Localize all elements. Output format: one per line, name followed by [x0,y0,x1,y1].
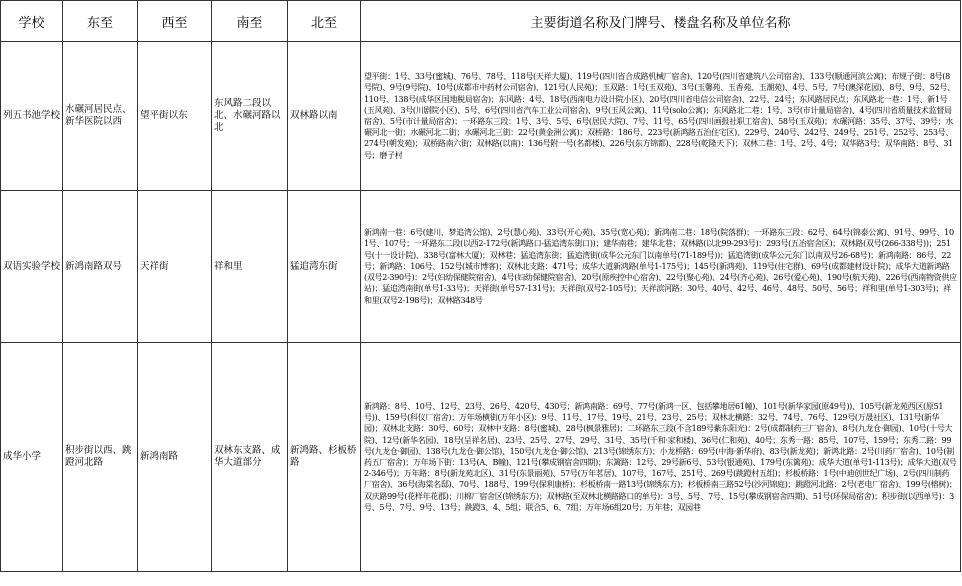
cell-school: 列五书池学校 [1,42,63,191]
header-row [1,1,961,42]
header-detail: 主要街道名称及门牌号、楼盘名称及单位名称 [361,1,961,42]
cell-north: 猛追湾东街 [288,191,361,343]
cell-detail: 新鸿路：8号、10号、12号、23号、26号、420号、430号；新鸿南路：69号、77号(新鸿一区、包括攀地居61幢)、101号(新华家园(原49号))、105号(新龙苑西区(原51号))、159号(科仪厂宿舍)；万年场横街(万年小区)：9号、11号、17号、19号、21号、23号、25号；双林北横路：32号、74号、76号、129号(万晟社区)、131号(新华园)；双林北支路：30号、60号；双林中支路：8号(蜜城)、28号(枫景雅居)；二环路东三段(不含189号紫东阳光)：2号(成都制药三厂宿舍)、8号(九龙仓·御园)、10号(十号大院)、12号(新华名园)、18号(呈祥名居)、23号、25号、27号、29号、31号、35号(千和·家和楼)、36号(仁和苑)、40号；东秀一路：85号、107号、159号；东秀二路：99号(九龙仓·御园)、138号(九龙仓·御公馆)、150号(九龙仓·御公馆)、213号(锦绣东方)；小龙桥路：69号(中海·新华府)、83号(新龙苑)；新鸿北路：2号(川药厂宿舍)、10号(制药五厂宿舍)；万年场下街：13号(A、B幢)、121号(攀成钢宿舍四期)；东篱路：12号、29号新6号、53号(银通苑)、179号(东篱苑)；成华大道(单号1-113号)；成华大道(双号2-346号)；万年路：8号(新龙苑北区)、31号(东景丽苑)、57号(万年茗居)、107号、167号、251号、269号(跳蹬村五组)；杉板桥路：1号(中迪创世纪广场)、2号(四川制药厂宿舍)、36号(海棠名邸)、70号、188号、199号(保利康桥)；杉板桥南一路13号(锦绣东方)；杉板桥南三路52号(沙河锦庭)；跳蹬河北路：2号(老电厂宿舍)、199号(榕树)；双庆路99号(花样年花郡)；川棉厂宿舍区(锦绣东方)；双林路(至双林北横路路口的单号)：3号、5号、7号、15号(攀成钢宿舍四期)、51号(环保局宿舍)；积步街(以西单号)：3号、5号、7号、9号、13号；跳蹬3、4、5组；联合5、6、7组；万年场6组20号；万年巷；双园巷 [361,343,961,572]
header-west: 西至 [138,1,212,42]
cell-north: 双林路以南 [288,42,361,191]
cell-detail: 望平街：1号、33号(蜜城)、76号、78号、118号(天祥大厦)、119号(四川省合成路机械厂宿舍)、120号(四川省建筑八公司宿舍)、133号(顺通河滨公寓)；布规子街：8号(8号院)、9号(9号院)、10号(成都市中药材公司宿舍)、121号(人民苑)；玉双路：1号(玉双苑)、3号(玉馨苑、玉香苑、玉潮苑)、4号、5号、7号(澳深花园)、8号、9号、52号、110号、138号(成华区国地税局宿舍)；东风路：4号、18号(西南电力设计院小区)、20号(四川省电信公司宿舍)、22号、24号；东风路居民点；东风路北一巷：1号、新1号(玉风苑)、3号(川剧院小区)、5号、6号(四川省汽车工业公司宿舍)、9号(玉风公寓)、11号(solo公寓)；东风路北二巷：1号、3号(市计量局宿舍)、4号(四川省质量技术监督局宿舍)、5号(市计量局宿舍)；一环路东三段：1号、3号、5号、6号(居民大院)、7号、11号、65号(四川画报社职工宿舍)、58号(玉双苑)；水碾河路：35号、37号、39号；水碾河北一街；水碾河北二街；水碾河北三街：22号(黄金洲公寓)；双桥路：186号、223号(新鸿路五治住宅区)、229号、240号、242号、249号、251号、252号、253号、274号(朝发苑)；双桥路南六街；双林路(以南)：136号附一号(名都楼)、226号(东方锦都)、228号(乾隆天下)；双林二巷：1号、2号、4号；双华路3号；双华南路：8号、31号；磨子村 [361,42,961,191]
cell-detail: 新鸿南一巷：6号(建川、梦追湾公馆)、2号(慧心苑)、33号(开心苑)、35号(宽心苑)；新鸿南二巷：18号(院落群)；一环路东三段：62号、64号(锦泰公寓)、91号、99号、101号、107号；一环路东二段(以西2-172号(新鸿路口-猛追湾东街口))；建华南巷；建华北巷；双林路(以北99-293号)：293号(五冶宿舍区)；双林路(双号(266-338号))；251号(十一设计院)、338号(富林大厦)；双林巷；猛追湾东街；猛追湾街(成华公元东门以南单号(71-189号))；猛追湾街(成华公元东门以南双号26-68号)；新鸿南路：86号、22号；新鸿路：106号、152号(城市博客)；双林北支路：471号；成华大道新鸿路(单号1-175号)；145号(新鸿苑)、119号(住宅群)、69号(成都建材设计院)；成华大道新鸿路(双号2-390号)：2号(妇幼保健院宿舍)、4号(妇幼保健院宿舍)、20号(原疾控中心宿舍)、22号(聚心苑)、24号(齐心苑)、26号(爱心苑)、190号(航天苑)、226号(西南物资供应站)；猛追湾南街(单号1-33号)；天祥街(单号57-131号)；天祥街(双号2-105号)；天祥滨河路：30号、40号、42号、46号、48号、50号、56号；祥和里(单号1-303号)；祥和里(双号2-198号)；双林路348号 [361,191,961,343]
cell-west: 新鸿南路 [138,343,212,572]
table-row [1,343,961,572]
header-school: 学校 [1,1,63,42]
cell-west: 望平街以东 [138,42,212,191]
header-east: 东至 [63,1,138,42]
cell-south: 东风路二段以北、水碾河路以北 [212,42,288,191]
cell-west: 天祥街 [138,191,212,343]
header-south: 南至 [212,1,288,42]
cell-school: 成华小学 [1,343,63,572]
header-north: 北至 [288,1,361,42]
table-row [1,42,961,191]
cell-south: 双林东支路、成华大道部分 [212,343,288,572]
table-row [1,191,961,343]
cell-school: 双语实验学校 [1,191,63,343]
cell-north: 新鸿路、杉板桥路 [288,343,361,572]
cell-east: 水碾河居民点、新华医院以西 [63,42,138,191]
cell-east: 新鸿南路双号 [63,191,138,343]
cell-east: 积步街以西、跳蹬河北路 [63,343,138,572]
cell-south: 祥和里 [212,191,288,343]
